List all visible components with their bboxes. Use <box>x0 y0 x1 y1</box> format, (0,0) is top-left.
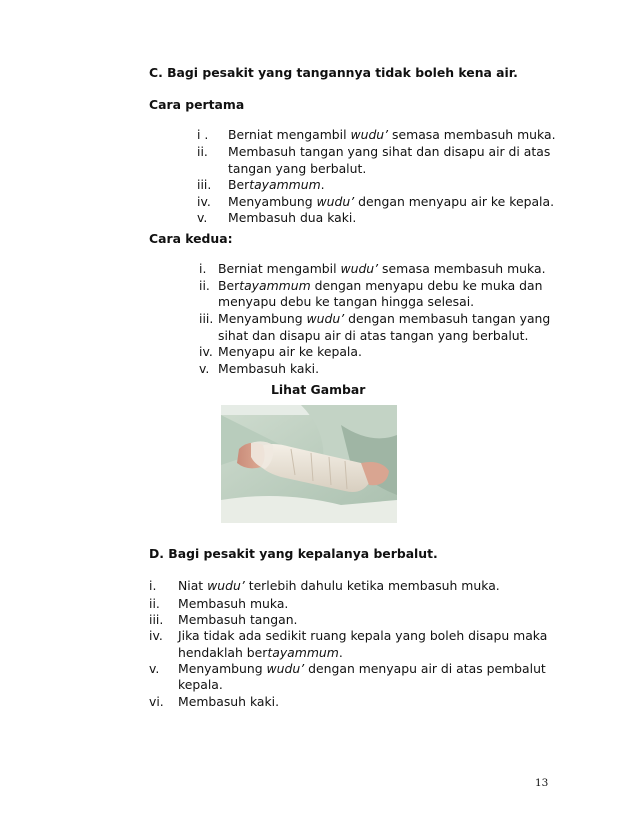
list-item-number: i . <box>197 127 209 142</box>
list-item-text: Niat wudu’ terlebih dahulu ketika membasuh muka. <box>178 578 500 593</box>
list-item-text: tangan yang berbalut. <box>228 161 367 176</box>
list-item-text: Bertayammum. <box>228 177 325 192</box>
method2-title: Cara kedua: <box>149 231 233 246</box>
list-item-number: ii. <box>197 144 208 159</box>
list-item-text: Berniat mengambil wudu’ semasa membasuh muka. <box>228 127 556 142</box>
method1-title: Cara pertama <box>149 97 245 112</box>
list-item-number: iii. <box>149 612 164 627</box>
list-item-text: Membasuh tangan. <box>178 612 298 627</box>
list-item-text: sihat dan disapu air di atas tangan yang berbalut. <box>218 328 529 343</box>
list-item-number: iii. <box>199 311 214 326</box>
list-item-number: i. <box>149 578 157 593</box>
list-item-number: ii. <box>149 596 160 611</box>
list-item-number: iv. <box>199 344 213 359</box>
list-item-text: Menyambung wudu’ dengan membasuh tangan yang <box>218 311 551 326</box>
list-item-text: hendaklah bertayammum. <box>178 645 343 660</box>
list-item-text: Membasuh tangan yang sihat dan disapu air di atas <box>228 144 551 159</box>
list-item-text: Membasuh dua kaki. <box>228 210 357 225</box>
list-item-text: Berniat mengambil wudu’ semasa membasuh muka. <box>218 261 546 276</box>
bandaged-arm-photo <box>221 405 397 523</box>
list-item-number: v. <box>197 210 208 225</box>
list-item-text: Bertayammum dengan menyapu debu ke muka dan <box>218 278 543 293</box>
list-item-text: Menyambung wudu’ dengan menyapu air di atas pembalut <box>178 661 546 676</box>
list-item-text: Jika tidak ada sedikit ruang kepala yang boleh disapu maka <box>178 628 548 643</box>
list-item-text: Membasuh kaki. <box>178 694 280 709</box>
list-item-number: ii. <box>199 278 210 293</box>
list-item-number: iii. <box>197 177 212 192</box>
figure-caption: Lihat Gambar <box>271 382 366 397</box>
list-item-number: v. <box>149 661 160 676</box>
list-item-text: Menyapu air ke kepala. <box>218 344 362 359</box>
list-item-number: i. <box>199 261 207 276</box>
list-item-text: kepala. <box>178 677 223 692</box>
list-item-number: vi. <box>149 694 164 709</box>
list-item-text: menyapu debu ke tangan hingga selesai. <box>218 294 475 309</box>
list-item-text: Membasuh muka. <box>178 596 289 611</box>
bandaged-arm-image <box>221 405 397 523</box>
list-item-text: Menyambung wudu’ dengan menyapu air ke kepala. <box>228 194 555 209</box>
section-c-heading: C. Bagi pesakit yang tangannya tidak boleh kena air. <box>149 65 518 80</box>
list-item-number: iv. <box>149 628 163 643</box>
page-number: 13 <box>535 777 549 789</box>
list-item-number: v. <box>199 361 210 376</box>
list-item-number: iv. <box>197 194 211 209</box>
section-d-heading: D. Bagi pesakit yang kepalanya berbalut. <box>149 546 438 561</box>
list-item-text: Membasuh kaki. <box>218 361 320 376</box>
